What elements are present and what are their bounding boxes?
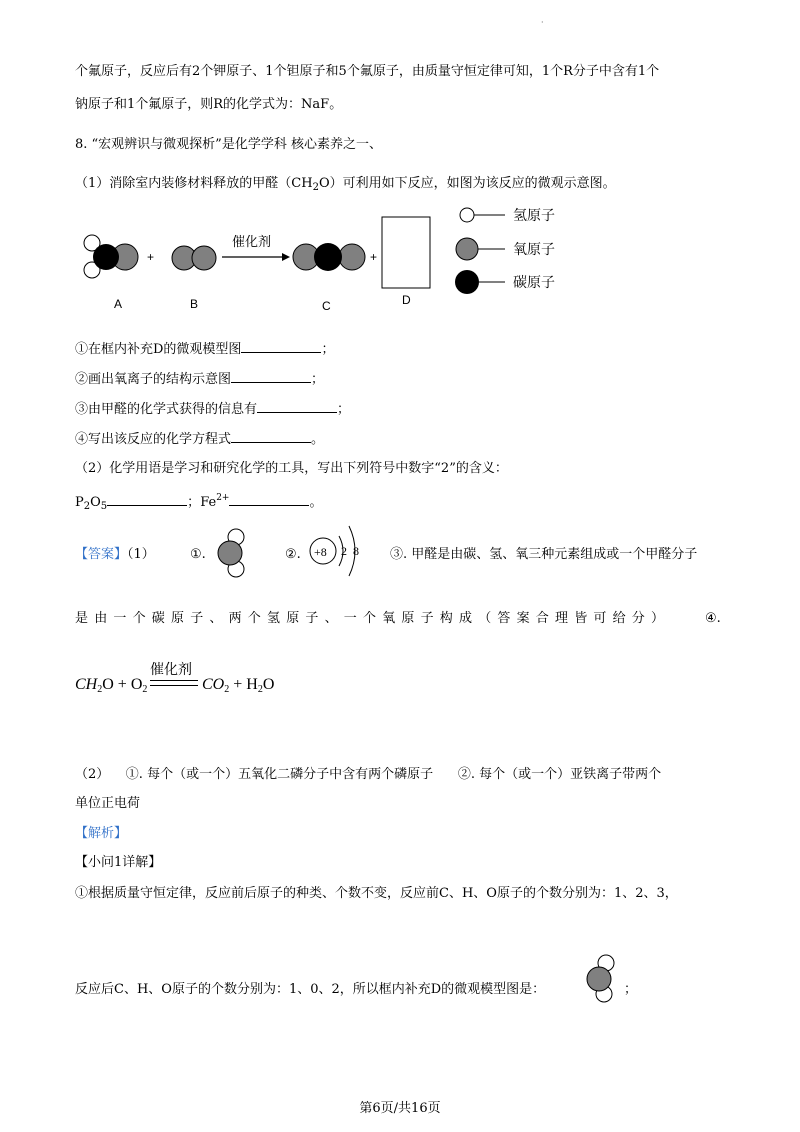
label-c: C: [322, 299, 331, 313]
molecule-b: [172, 246, 216, 270]
plus-sign-2: +: [370, 250, 378, 264]
intro-line-2: 钠原子和1个氟原子，则R的化学式为：NaF。: [75, 97, 343, 112]
page-top-mark: ·: [541, 18, 544, 27]
end-mark: 。: [309, 495, 323, 510]
equation-equals: [150, 680, 198, 686]
equation-left: [75, 676, 147, 695]
plus-sign-1: +: [147, 250, 155, 264]
analysis-line1: ①根据质量守恒定律，反应前后原子的种类、个数不变，反应前C、H、O原子的个数分别为：1、2、3，: [75, 886, 678, 901]
formaldehyde-model: [210, 526, 260, 581]
answer-a1-label: ①.: [190, 547, 206, 562]
label-a: A: [114, 297, 123, 311]
item-1-text: ①在框内补充D的微观模型图: [75, 342, 242, 357]
analysis-subtag: 【小问1详解】: [75, 855, 162, 870]
reaction-arrowhead: [282, 253, 290, 261]
item-3-text: ③由甲醛的化学式获得的信息有: [75, 402, 258, 417]
legend: [455, 208, 555, 294]
label-b: B: [190, 297, 199, 311]
question-title: 8. “宏观辨识与微观探析”是化学学科 核心素养之一、: [75, 137, 382, 152]
legend-carbon-swatch: [455, 270, 479, 294]
eq-sub-2a: 2: [97, 684, 103, 695]
legend-hydrogen-label: 氢原子: [513, 208, 555, 224]
molecule-c: [293, 243, 365, 271]
answer-header: [75, 545, 155, 565]
answer-part2-line1: （2） ①. 每个（或一个）五氧化二磷分子中含有两个磷原子 ②. 每个（或一个）亚铁离子带两个: [75, 767, 662, 782]
reaction-diagram: [0, 200, 800, 320]
legend-carbon-label: 碳原子: [513, 275, 555, 291]
item-2: [75, 368, 324, 390]
item-3: [75, 398, 350, 420]
analysis-d-model: [580, 951, 620, 1006]
legend-oxygen-swatch: [456, 238, 478, 260]
analysis-line2-end: ；: [624, 982, 638, 997]
answer-a3-line1: ③. 甲醛是由碳、氢、氧三种元素组成或一个甲醛分子: [390, 547, 698, 562]
eq-sub-2b: 2: [142, 684, 148, 695]
part2-symbols: [75, 488, 323, 517]
legend-hydrogen-swatch: [460, 208, 474, 222]
oxygen-atom: [192, 246, 216, 270]
equation-catalyst: 催化剂: [150, 662, 192, 678]
oxygen-atom: [218, 541, 242, 565]
eq-o-plus: O + O: [102, 676, 143, 693]
eq-c: C: [75, 676, 86, 693]
answer-tag: 【答案】: [75, 547, 128, 562]
eq-o: O: [262, 676, 275, 693]
answer-blank: [231, 428, 311, 443]
eq-plus-h: + H: [229, 676, 258, 693]
oxygen-ion-diagram: [305, 518, 375, 583]
p2o5-p: P: [75, 495, 84, 510]
item-4-end: 。: [311, 432, 325, 447]
separator: ；: [187, 495, 201, 510]
part1-intro-sub: 2: [312, 182, 319, 193]
part1-intro-b: O）可利用如下反应，如图为该反应的微观示意图。: [318, 176, 616, 191]
eq-sub-2d: 2: [257, 684, 263, 695]
analysis-line2-text: 反应后C、H、O原子的个数分别为：1、0、2，所以框内补充D的微观模型图是：: [75, 982, 546, 997]
answer-a3-line2: 是由一个碳原子、两个氢原子、一个氧原子构成（答案合理皆可给分）: [75, 611, 671, 626]
analysis-tag: 【解析】: [75, 826, 128, 841]
molecule-a: [84, 235, 138, 278]
p2o5-sub-2: 2: [83, 501, 91, 512]
oxygen-atom: [587, 967, 611, 991]
nucleus-charge: +8: [314, 545, 327, 559]
p2o5-o: O: [90, 495, 101, 510]
equation-right: [202, 676, 274, 695]
part1-intro-a: （1）消除室内装修材料释放的甲醛（CH: [75, 176, 313, 191]
intro-line-1: 个氟原子，反应后有2个钾原子、1个钽原子和5个氟原子，由质量守恒定律可知，1个R分子中含有1个: [75, 64, 660, 79]
answer-blank: [257, 398, 337, 413]
answer-part2-line2: 单位正电荷: [75, 796, 141, 811]
carbon-atom: [93, 244, 119, 270]
item-4: [75, 428, 324, 450]
item-2-text: ②画出氧离子的结构示意图: [75, 372, 232, 387]
item-1-end: ；: [321, 342, 335, 357]
analysis-line2: [75, 980, 545, 1000]
item-1: [75, 338, 334, 360]
eq-sub-2c: 2: [224, 684, 230, 695]
answer-blank: [229, 491, 309, 506]
part2-intro: （2）化学用语是学习和研究化学的工具，写出下列符号中数字“2”的含义：: [75, 461, 508, 476]
fe-symbol: Fe: [200, 495, 217, 510]
label-d: D: [402, 293, 411, 307]
p2o5-sub-5: 5: [100, 501, 108, 512]
answer-part1: （1）: [127, 547, 155, 562]
shell-1-count: 2: [341, 544, 347, 558]
oxygen-atom: [339, 244, 365, 270]
answer-blank: [241, 338, 321, 353]
answer-a2-label: ②.: [285, 547, 301, 562]
answer-a4-label: ④.: [705, 611, 721, 626]
box-d: [382, 217, 430, 288]
item-2-end: ；: [311, 372, 325, 387]
item-4-text: ④写出该反应的化学方程式: [75, 432, 232, 447]
answer-blank: [107, 491, 187, 506]
fe-charge: 2+: [216, 493, 230, 503]
legend-oxygen-label: 氧原子: [513, 242, 555, 258]
eq-h: H: [85, 676, 98, 693]
catalyst-label: 催化剂: [232, 235, 272, 250]
part1-intro: [75, 174, 616, 198]
item-3-end: ；: [337, 402, 351, 417]
eq-co: CO: [202, 676, 225, 693]
carbon-atom: [314, 243, 342, 271]
shell-2-count: 8: [353, 544, 359, 558]
page-footer: 第6页/共16页: [359, 1101, 441, 1116]
answer-blank: [231, 368, 311, 383]
